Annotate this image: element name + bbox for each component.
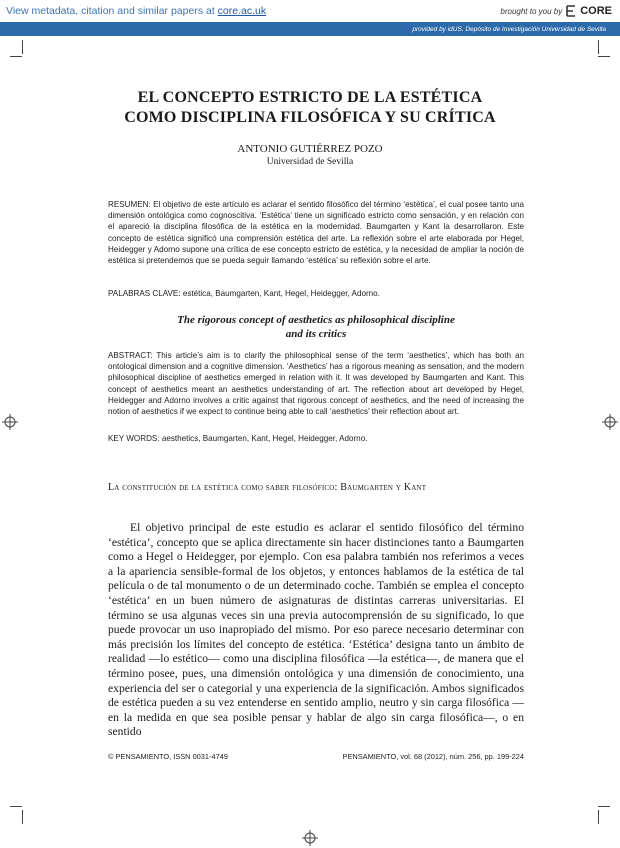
english-title-line-1: The rigorous concept of aesthetics as philosophical discipline — [177, 314, 455, 326]
crop-mark — [598, 806, 610, 807]
title-line-2: COMO DISCIPLINA FILOSÓFICA Y SU CRÍTICA — [124, 109, 496, 126]
core-branding[interactable] — [500, 4, 620, 18]
paper-title — [0, 88, 620, 128]
core-logo-icon — [565, 4, 577, 18]
core-link[interactable]: core.ac.uk — [217, 5, 267, 17]
brought-by-text: brought to you by — [500, 6, 563, 16]
abstract-paragraph: ABSTRACT: This article’s aim is to clarify the philosophical sense of the term ‘aesthetics’, which has both an ontological dimension and a cognitive dimension. ‘Aesthetics’ has a rigorous meaning as sensation, and the modern philosophical discipline of aesthetics emerged in relation with it. It was developed by Baumgarten and Kant. This concept of aesthetics meant an aesthetics understanding of art. The reflection about art developed by Hegel, Heidegger and Adorno involves a critic against that rigorous concept of aesthetics, and the need of increasing the notion of aesthetics if we expect to continue being able to call ‘aesthetics’ their reflection about art. — [108, 351, 524, 417]
provided-by-bar — [0, 22, 620, 36]
author-affiliation: Universidad de Sevilla — [266, 157, 354, 167]
crop-mark — [598, 810, 599, 824]
registration-mark-icon — [2, 414, 18, 430]
registration-mark-icon — [302, 830, 318, 846]
english-title-line-2: and its critics — [285, 328, 347, 340]
key-words: KEY WORDS: aesthetics, Baumgarten, Kant, Hegel, Heidegger, Adorno. — [108, 434, 368, 443]
crop-mark — [598, 40, 599, 54]
section-heading: La constitución de la estética como saber filosófico: Baumgarten y Kant — [108, 482, 427, 493]
footer-copyright: © PENSAMIENTO, ISSN 0031-4749 — [108, 752, 228, 761]
crop-mark — [10, 806, 22, 807]
footer-citation: PENSAMIENTO, vol. 68 (2012), núm. 256, pp. 199-224 — [342, 752, 524, 761]
author-name: ANTONIO GUTIÉRREZ POZO — [237, 143, 383, 155]
crop-mark — [22, 810, 23, 824]
resumen-paragraph: RESUMEN: El objetivo de este artículo es aclarar el sentido filosófico del término ‘estética’, el cual posee tanto una dimensión ontológica como cognoscitiva. ‘Estética’ tiene un significado estricto como sensación, y en relación con el apareció la disciplina filosófica de la estética en la modernidad. Baumgarten y Kant la desarrollaron. Este concepto de estética significó una comprensión estética del arte. La reflexión sobre el arte elaborada por Hegel, Heidegger y Adorno supone una crítica de ese concepto estricto de estética, y la necesidad de ampliar la noción de estética si pretendemos que se pueda seguir llamando ‘estética’ su reflexión sobre el arte. — [108, 200, 524, 266]
crop-mark — [10, 56, 22, 57]
core-header — [0, 0, 620, 22]
title-line-1: EL CONCEPTO ESTRICTO DE LA ESTÉTICA — [137, 89, 483, 106]
crop-mark — [598, 56, 610, 57]
core-view-text: View metadata, citation and similar papers at — [6, 5, 215, 17]
palabras-clave: PALABRAS CLAVE: estética, Baumgarten, Kant, Hegel, Heidegger, Adorno. — [108, 289, 380, 298]
core-logo-text: CORE — [580, 5, 612, 17]
core-view-metadata — [0, 5, 266, 17]
page-footer — [108, 752, 524, 761]
crop-mark — [22, 40, 23, 54]
body-paragraph: El objetivo principal de este estudio es aclarar el sentido filosófico del término ‘estética’, concepto que se aplica directamente sin hacer distinciones tanto a Baumgarten como a Hegel o Heidegger, por ejemplo. Con esa palabra también nos referimos a veces a la apariencia sensible-formal de los objetos, y entonces hablamos de la estética de tal película o de tal monumento o de un determinado coche. También se emplea el concepto ‘estética’ en un buen número de asignaturas de distintas carreras universitarias. El término se usa algunas veces sin una previa autocomprensión de su significado, lo que puede provocar un uso inapropiado del mismo. Por eso parece necesario determinar con más precisión los límites del concepto de estética. ‘Estética’ designa tanto un ámbito de realidad —lo estético— como una disciplina filosófica —la estética—, de manera que el término posee, pues, una dimensión ontológica y una dimensión de conocimiento, una experiencia del ser o categorial y una experiencia de la significación. Ambos significados de estética pueden a su vez entenderse en sentido amplio, neutro y sin carga filosófica —en la medida en que sea posible pensar y hablar de algo sin carga filosófica—, o en sentido — [108, 521, 524, 739]
provided-by-text[interactable]: provided by idUS. Depósito de Investigación Universidad de Sevilla — [412, 25, 606, 33]
registration-mark-icon — [602, 414, 618, 430]
english-title — [108, 313, 524, 341]
